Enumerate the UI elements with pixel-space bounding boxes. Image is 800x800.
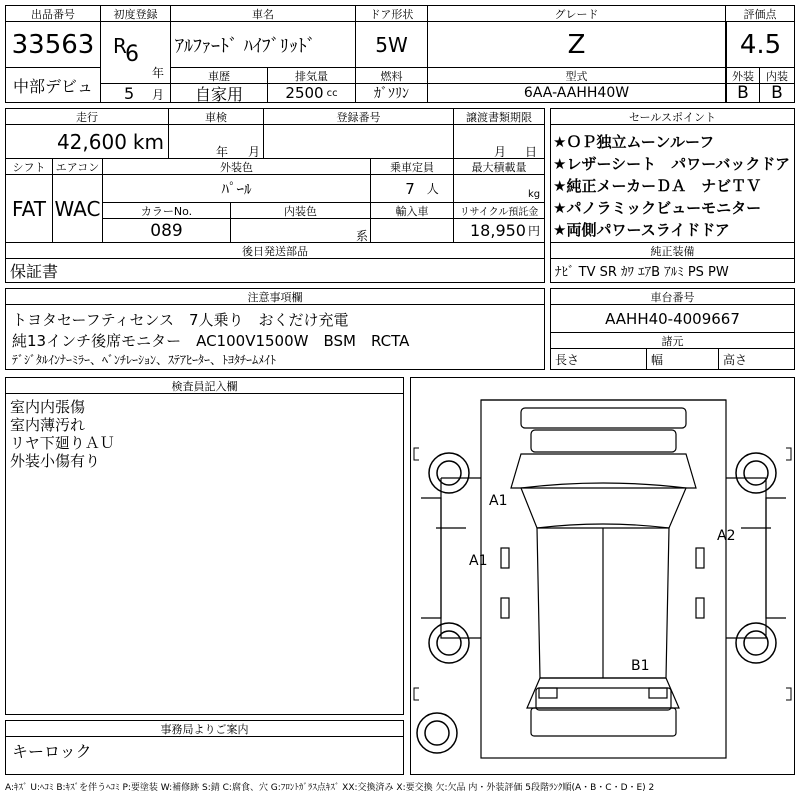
damage-mark: B1 bbox=[631, 658, 650, 674]
interior-label: 内装 bbox=[760, 68, 794, 84]
notes-line: ﾃﾞｼﾞﾀﾙｲﾝﾅｰﾐﾗｰ、ﾍﾞﾝﾁﾚｰｼｮﾝ、ｽﾃｱﾋｰﾀｰ、ﾄﾖﾀﾁｰﾑﾒｲﾄ bbox=[12, 353, 277, 367]
inspector-line: 外装小傷有り bbox=[10, 452, 101, 470]
venue: 中部デビュ bbox=[6, 68, 101, 102]
lot-no: 33563 bbox=[6, 22, 101, 68]
recycle-cell bbox=[454, 219, 544, 243]
exterior: B bbox=[726, 84, 760, 102]
interior-color-label: 内装色 bbox=[231, 203, 371, 219]
chassis-value: AAHH40-4009667 bbox=[551, 305, 794, 333]
recycle: 18,950 bbox=[470, 221, 526, 240]
interior-color-unit: 系 bbox=[356, 229, 369, 243]
max-load-label: 最大積載量 bbox=[454, 159, 544, 175]
reg-month-unit: 月 bbox=[152, 88, 165, 102]
door-label: ドア形状 bbox=[356, 6, 428, 22]
sales-points-block bbox=[550, 108, 795, 283]
transfer-month-unit: 月 bbox=[494, 145, 507, 159]
displacement-label: 排気量 bbox=[268, 68, 356, 84]
mileage-cell bbox=[6, 125, 169, 159]
car-outline-icon bbox=[411, 378, 794, 774]
recycle-unit: 円 bbox=[527, 224, 540, 238]
model-code: 6AA-AAHH40W bbox=[428, 84, 726, 102]
inspector-line: リヤ下廻りＡＵ bbox=[10, 434, 115, 452]
ac: WAC bbox=[53, 175, 103, 243]
length-label: 長さ bbox=[551, 349, 647, 369]
car-name-label: 車名 bbox=[171, 6, 356, 22]
notes-line: 純13インチ後席モニター AC100V1500W BSM RCTA bbox=[12, 332, 410, 350]
mileage: 42,600 bbox=[56, 129, 127, 154]
ac-label: エアコン bbox=[53, 159, 103, 175]
damage-mark: A1 bbox=[489, 493, 508, 509]
transfer-label: 譲渡書類期限 bbox=[454, 109, 544, 125]
mileage-label: 走行 bbox=[6, 109, 169, 125]
capacity: 7 bbox=[405, 179, 415, 198]
office-block bbox=[5, 720, 404, 775]
shift-label: シフト bbox=[6, 159, 53, 175]
door: 5W bbox=[356, 22, 428, 68]
later: 保証書 bbox=[10, 262, 59, 281]
damage-mark: A2 bbox=[717, 528, 736, 544]
import-label: 輸入車 bbox=[371, 203, 454, 219]
transfer-day-unit: 日 bbox=[525, 145, 538, 159]
vehicle-info-block bbox=[5, 108, 545, 283]
inspection-label: 車検 bbox=[169, 109, 264, 125]
notes-label: 注意事項欄 bbox=[6, 289, 544, 305]
sales-point-item: ★レザーシート パワーバックドア bbox=[553, 155, 790, 173]
header-block bbox=[5, 5, 795, 103]
interior: B bbox=[771, 84, 783, 102]
chassis-label: 車台番号 bbox=[551, 289, 794, 305]
shift: FAT bbox=[6, 175, 53, 243]
sales-point-item: ★純正メーカーＤＡ ナビＴＶ bbox=[553, 177, 762, 195]
displacement-cell bbox=[268, 84, 356, 102]
reg-no-label: 登録番号 bbox=[264, 109, 454, 125]
model-code-label: 型式 bbox=[428, 68, 726, 84]
displacement: 2500 bbox=[285, 84, 324, 102]
notes-block bbox=[5, 288, 545, 370]
lot-no-label: 出品番号 bbox=[6, 6, 101, 22]
equipment: ﾅﾋﾞ TV SR ｶﾜ ｴｱB ｱﾙﾐ PS PW bbox=[555, 265, 729, 280]
import-cell bbox=[371, 219, 454, 243]
sales-point-item: ★ＯＰ独立ムーンルーフ bbox=[553, 133, 715, 151]
exterior-label: 外装 bbox=[726, 68, 760, 84]
reg-year: 6 bbox=[125, 42, 139, 67]
grade: Z bbox=[428, 22, 726, 68]
dims-label: 諸元 bbox=[551, 333, 794, 349]
first-reg-label: 初度登録 bbox=[101, 6, 171, 22]
capacity-label: 乗車定員 bbox=[371, 159, 454, 175]
fuel: ｶﾞｿﾘﾝ bbox=[356, 84, 428, 102]
era: R bbox=[113, 34, 127, 58]
office-value: キーロック bbox=[12, 742, 92, 761]
interior-color-cell bbox=[231, 219, 371, 243]
inspection-year-unit: 年 bbox=[216, 145, 229, 159]
damage-mark: A1 bbox=[469, 553, 488, 569]
sales-points-label: セールスポイント bbox=[551, 109, 794, 125]
history: 自家用 bbox=[171, 84, 268, 102]
color-label: 外装色 bbox=[103, 159, 371, 175]
notes-line: トヨタセーフティセンス 7人乗り おくだけ充電 bbox=[12, 311, 349, 329]
reg-year-unit: 年 bbox=[152, 66, 165, 80]
inspector-block bbox=[5, 377, 404, 715]
equipment-label: 純正装備 bbox=[551, 243, 794, 259]
recycle-label: リサイクル預託金 bbox=[454, 203, 544, 219]
score: 4.5 bbox=[726, 22, 794, 68]
reg-month: 5 bbox=[124, 84, 135, 103]
color-no-label: カラーNo. bbox=[103, 203, 231, 219]
max-load-unit: kg bbox=[528, 189, 541, 200]
car-name: ｱﾙﾌｧｰﾄﾞ ﾊｲﾌﾞﾘｯﾄﾞ bbox=[171, 22, 356, 68]
color: ﾊﾟｰﾙ bbox=[103, 175, 371, 203]
history-label: 車歴 bbox=[171, 68, 268, 84]
mileage-unit: km bbox=[132, 129, 164, 154]
score-label: 評価点 bbox=[726, 6, 794, 22]
color-no: 089 bbox=[103, 219, 231, 243]
inspector-line: 室内内張傷 bbox=[10, 398, 86, 416]
inspection-month-unit: 月 bbox=[248, 145, 261, 159]
grade-label: グレード bbox=[428, 6, 726, 22]
car-diagram bbox=[410, 377, 795, 775]
inspector-label: 検査員記入欄 bbox=[6, 378, 403, 394]
later-label: 後日発送部品 bbox=[6, 243, 544, 259]
displacement-unit: cc bbox=[326, 87, 338, 99]
reg-no-cell bbox=[264, 125, 454, 159]
capacity-unit: 人 bbox=[426, 182, 439, 196]
height-label: 高さ bbox=[723, 352, 748, 367]
width-label: 幅 bbox=[647, 349, 719, 369]
sales-point-item: ★両側パワースライドドア bbox=[553, 221, 730, 239]
capacity-cell bbox=[371, 175, 454, 203]
sales-point-item: ★パノラミックビューモニター bbox=[553, 199, 762, 217]
office-label: 事務局よりご案内 bbox=[6, 721, 403, 737]
inspector-line: 室内薄汚れ bbox=[10, 416, 86, 434]
fuel-label: 燃料 bbox=[356, 68, 428, 84]
chassis-block bbox=[550, 288, 795, 370]
legend: A:ｷｽﾞ U:ﾍｺﾐ B:ｷｽﾞを伴うﾍｺﾐ P:要塗装 W:補修跡 S:錆 C:腐食、穴 G:ﾌﾛﾝﾄｶﾞﾗｽ点ｷｽﾞ XX:交換済み X:要交換 欠:欠品 内・外装評価 5段階ﾗﾝｸ順(A・B・C・D・E) 2 bbox=[5, 783, 655, 793]
